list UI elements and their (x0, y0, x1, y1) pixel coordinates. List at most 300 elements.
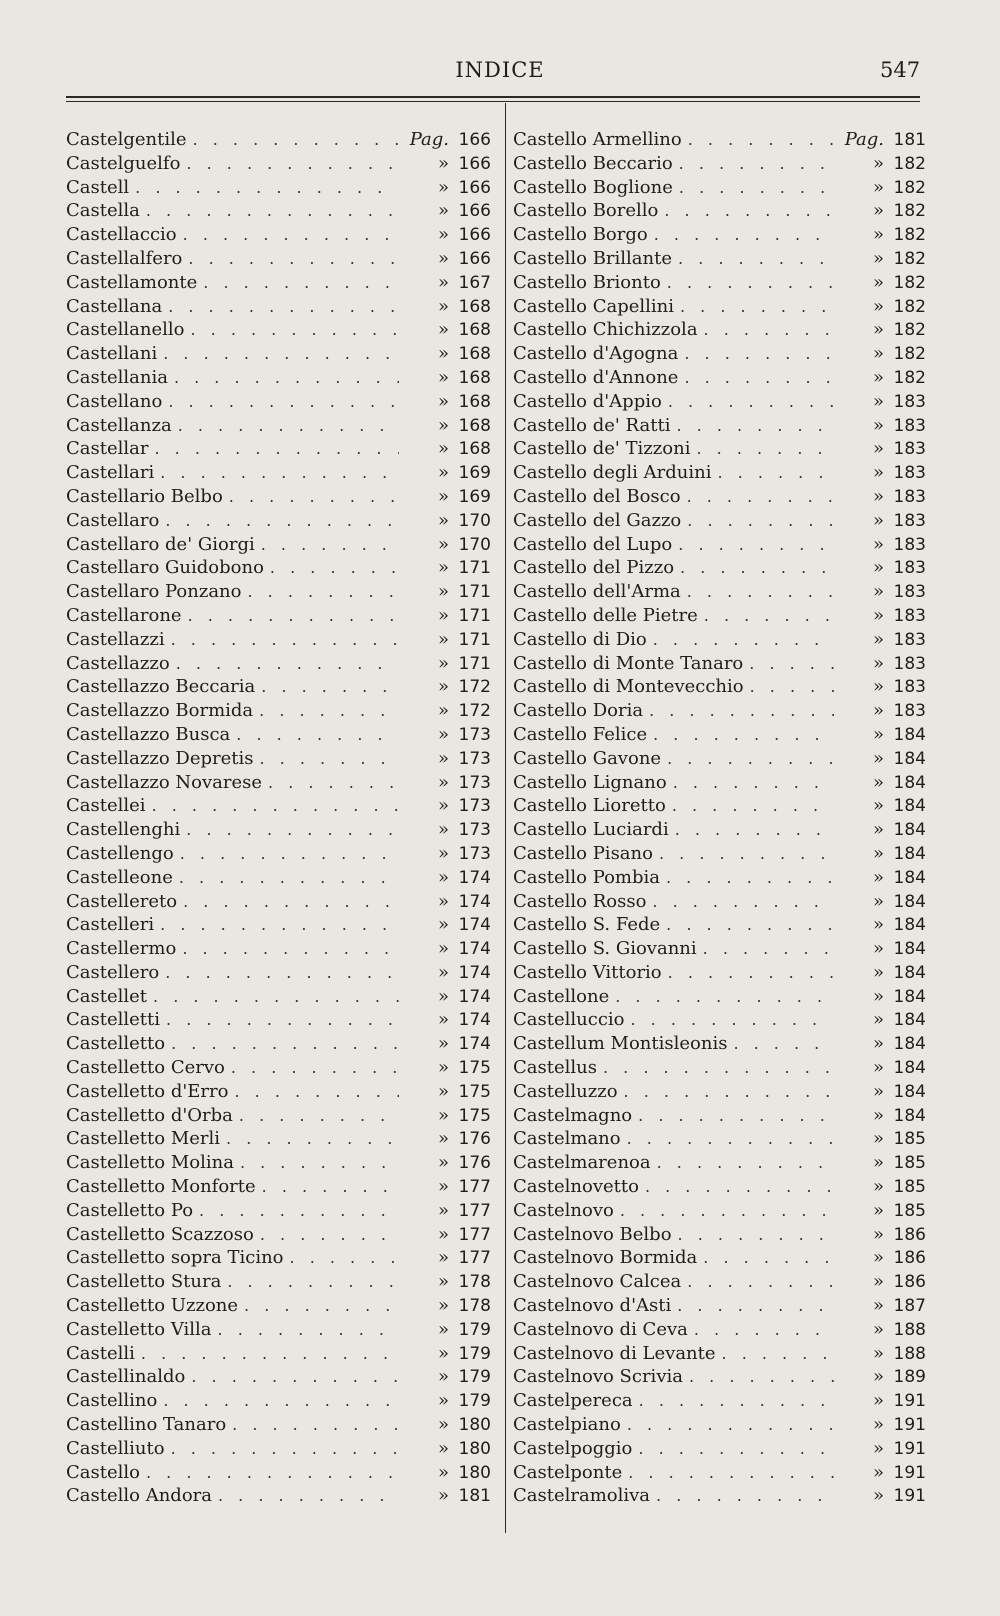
page-marker: » (437, 1414, 449, 1436)
entry-name: Castellazzi (66, 628, 165, 650)
entry-page-number: 166 (458, 201, 491, 222)
page-marker: » (872, 1461, 884, 1483)
entry-page-number: 182 (893, 272, 926, 293)
entry-name: Castello Pisano (513, 842, 653, 864)
entry-page-number: 177 (458, 1200, 491, 1221)
index-entry (513, 1104, 926, 1128)
entry-page-number: 168 (458, 296, 491, 317)
page-marker: » (872, 819, 884, 841)
entry-name: Castelletto d'Orba (66, 1104, 233, 1126)
dot-leader (688, 128, 834, 152)
entry-page-number: 174 (458, 1010, 491, 1031)
entry-page-number: 179 (458, 1343, 491, 1364)
entry-page-number: 168 (458, 391, 491, 412)
page-marker: » (437, 842, 449, 864)
entry-name: Castellazzo (66, 652, 170, 674)
entry-name: Castello Felice (513, 723, 648, 745)
entry-page-number: 168 (458, 320, 491, 341)
entry-page-number: 177 (458, 1177, 491, 1198)
entry-page-number: 180 (458, 1462, 491, 1483)
index-entry (513, 295, 926, 319)
index-entry (513, 842, 926, 866)
index-entry (66, 747, 491, 771)
entry-page-number: 174 (458, 962, 491, 983)
dot-leader (188, 604, 399, 628)
dot-leader (703, 937, 834, 961)
page-marker: » (437, 914, 449, 936)
page-marker: » (872, 581, 884, 603)
entry-name: Castelletto Villa (66, 1318, 212, 1340)
page-marker: » (437, 1485, 449, 1507)
index-entry (513, 1032, 926, 1056)
page-marker: » (437, 1437, 449, 1459)
entry-name: Castellenghi (66, 819, 181, 841)
entry-page-number: 184 (893, 748, 926, 769)
entry-page-number: 184 (893, 891, 926, 912)
dot-leader (234, 1080, 399, 1104)
entry-page-number: 167 (458, 272, 491, 293)
dot-leader (160, 913, 399, 937)
dot-leader (180, 842, 399, 866)
dot-leader (183, 890, 399, 914)
page-marker: » (872, 723, 884, 745)
entry-name: Castellaro (66, 509, 160, 531)
page-marker: » (437, 343, 449, 365)
page-marker: » (437, 771, 449, 793)
entry-page-number: 184 (893, 1058, 926, 1079)
index-entry (513, 390, 926, 414)
entry-name: Castellet (66, 985, 148, 1007)
entry-page-number: 168 (458, 439, 491, 460)
entry-name: Castelpoggio (513, 1437, 633, 1459)
index-entry (513, 1389, 926, 1413)
dot-leader (652, 890, 834, 914)
entry-name: Castelli (66, 1342, 135, 1364)
index-entry (66, 1127, 491, 1151)
entry-name: Castello de' Ratti (513, 414, 671, 436)
index-entry (66, 580, 491, 604)
dot-leader (668, 390, 834, 414)
entry-page-number: 173 (458, 820, 491, 841)
page-marker: » (437, 1176, 449, 1198)
entry-page-number: 183 (893, 510, 926, 531)
entry-page-number: 177 (458, 1248, 491, 1269)
entry-page-number: 166 (458, 153, 491, 174)
page-marker: » (437, 985, 449, 1007)
index-entry (513, 199, 926, 223)
entry-name: Castello d'Annone (513, 366, 679, 388)
entry-page-number: 174 (458, 891, 491, 912)
entry-name: Castello Lignano (513, 771, 667, 793)
page-marker: » (437, 1295, 449, 1317)
index-entry (66, 414, 491, 438)
index-entry (66, 913, 491, 937)
page-marker: » (872, 1390, 884, 1412)
entry-name: Castelletto Monforte (66, 1176, 256, 1198)
entry-name: Castellino Tanaro (66, 1414, 227, 1436)
index-entry (66, 1461, 491, 1485)
column-divider (505, 103, 506, 1533)
page-marker: » (872, 271, 884, 293)
dot-leader (141, 1342, 399, 1366)
index-entry (66, 961, 491, 985)
page-marker: » (872, 414, 884, 436)
dot-leader (270, 556, 399, 580)
page-marker: » (872, 985, 884, 1007)
entry-name: Castellino (66, 1390, 158, 1412)
entry-name: Castellania (66, 366, 168, 388)
dot-leader (178, 414, 399, 438)
dot-leader (259, 699, 399, 723)
page-marker: » (872, 914, 884, 936)
dot-leader (229, 485, 399, 509)
entry-page-number: 166 (458, 177, 491, 198)
dot-leader (163, 342, 399, 366)
dot-leader (653, 628, 834, 652)
entry-name: Castellaro Guidobono (66, 557, 264, 579)
dot-leader (666, 913, 834, 937)
dot-leader (684, 366, 834, 390)
dot-leader (199, 1199, 399, 1223)
dot-leader (673, 771, 834, 795)
entry-page-number: 173 (458, 748, 491, 769)
index-entry (513, 1080, 926, 1104)
dot-leader (176, 652, 399, 676)
dot-leader (239, 1104, 399, 1128)
entry-name: Castelletto d'Erro (66, 1080, 229, 1102)
index-entry (66, 771, 491, 795)
entry-page-number: 185 (893, 1129, 926, 1150)
dot-leader (659, 842, 834, 866)
entry-page-number: 182 (893, 320, 926, 341)
index-entry (513, 913, 926, 937)
index-entry (513, 1151, 926, 1175)
entry-page-number: 174 (458, 915, 491, 936)
index-entry (66, 199, 491, 223)
dot-leader (653, 723, 834, 747)
dot-leader (260, 1223, 399, 1247)
index-entry (513, 1365, 926, 1389)
entry-page-number: 191 (893, 1415, 926, 1436)
index-entry (513, 1270, 926, 1294)
entry-page-number: 183 (893, 463, 926, 484)
entry-name: Castellero (66, 961, 160, 983)
entry-name: Castellamonte (66, 271, 198, 293)
dot-leader (687, 580, 834, 604)
entry-page-number: 172 (458, 677, 491, 698)
page-marker: » (872, 676, 884, 698)
entry-name: Castellus (513, 1057, 597, 1079)
entry-page-number: 184 (893, 1081, 926, 1102)
index-entry (513, 1199, 926, 1223)
entry-name: Castello Vittorio (513, 961, 662, 983)
page-marker: » (437, 1009, 449, 1031)
index-entry (66, 842, 491, 866)
page-marker: » (872, 700, 884, 722)
page-marker: » (872, 343, 884, 365)
index-entry (66, 1318, 491, 1342)
dot-leader (687, 485, 834, 509)
entry-page-number: 186 (893, 1272, 926, 1293)
page-marker: » (437, 176, 449, 198)
entry-name: Castello Brionto (513, 271, 661, 293)
page-marker: » (872, 1247, 884, 1269)
dot-leader (684, 342, 834, 366)
page-title: INDICE (455, 58, 545, 82)
entry-name: Castelnovo Bormida (513, 1247, 698, 1269)
entry-page-number: 178 (458, 1296, 491, 1317)
entry-page-number: 174 (458, 867, 491, 888)
entry-name: Castellinaldo (66, 1366, 186, 1388)
entry-name: Castelmarenoa (513, 1152, 651, 1174)
index-entry (513, 152, 926, 176)
dot-leader (186, 152, 399, 176)
entry-page-number: 183 (893, 677, 926, 698)
dot-leader (668, 961, 834, 985)
dot-leader (620, 1199, 834, 1223)
page-marker: » (437, 1104, 449, 1126)
page-marker: Pag. (844, 129, 884, 150)
entry-name: Castelnovo Scrivia (513, 1366, 683, 1388)
entry-name: Castelletto (66, 1033, 166, 1055)
dot-leader (645, 1175, 834, 1199)
entry-page-number: 171 (458, 558, 491, 579)
page-marker: » (872, 1033, 884, 1055)
dot-leader (244, 1294, 399, 1318)
page-marker: » (872, 866, 884, 888)
index-entry (66, 699, 491, 723)
entry-page-number: 179 (458, 1391, 491, 1412)
index-entry (513, 176, 926, 200)
dot-leader (749, 652, 834, 676)
index-entry (66, 152, 491, 176)
entry-name: Castellengo (66, 842, 174, 864)
page-marker: » (437, 485, 449, 507)
dot-leader (290, 1246, 399, 1270)
entry-name: Castello Chichizzola (513, 319, 698, 341)
index-entry (66, 890, 491, 914)
entry-name: Castello Armellino (513, 129, 682, 150)
dot-leader (667, 271, 834, 295)
entry-page-number: 188 (893, 1319, 926, 1340)
index-entry (513, 128, 926, 152)
index-entry (66, 342, 491, 366)
index-entry (513, 1318, 926, 1342)
entry-name: Castello delle Pietre (513, 604, 698, 626)
entry-name: Castelpiano (513, 1414, 621, 1436)
index-entry (513, 1246, 926, 1270)
index-entry (513, 318, 926, 342)
page-marker: » (437, 652, 449, 674)
dot-leader (165, 961, 399, 985)
entry-name: Castello di Dio (513, 628, 647, 650)
entry-page-number: 174 (458, 986, 491, 1007)
index-entry (66, 295, 491, 319)
entry-name: Castello di Monte Tanaro (513, 652, 744, 674)
entry-name: Castelmagno (513, 1104, 633, 1126)
index-entry (66, 866, 491, 890)
entry-name: Castellei (66, 795, 146, 817)
page-marker: Pag. (409, 129, 449, 150)
page-marker: » (872, 1009, 884, 1031)
entry-page-number: 168 (458, 344, 491, 365)
entry-name: Castelliuto (66, 1437, 165, 1459)
index-entry (66, 366, 491, 390)
entry-name: Castelluccio (513, 1009, 625, 1031)
dot-leader (733, 1032, 834, 1056)
index-entry (513, 1484, 926, 1508)
entry-name: Castello degli Arduini (513, 462, 712, 484)
page-marker: » (872, 1152, 884, 1174)
entry-name: Castellarone (66, 604, 182, 626)
index-entry (513, 437, 926, 461)
dot-leader (696, 437, 834, 461)
dot-leader (627, 1127, 834, 1151)
entry-page-number: 173 (458, 724, 491, 745)
index-entry (66, 1223, 491, 1247)
index-entry (66, 1437, 491, 1461)
index-entry (513, 1294, 926, 1318)
entry-page-number: 191 (893, 1486, 926, 1507)
dot-leader (171, 628, 399, 652)
entry-name: Castellazzo Bormida (66, 700, 254, 722)
dot-leader (182, 937, 399, 961)
entry-page-number: 174 (458, 939, 491, 960)
page-marker: » (872, 295, 884, 317)
page-marker: » (437, 152, 449, 174)
page-marker: » (872, 152, 884, 174)
page-marker: » (437, 819, 449, 841)
dot-leader (240, 1151, 399, 1175)
dot-leader (168, 390, 399, 414)
index-entry (513, 675, 926, 699)
page-marker: » (437, 414, 449, 436)
entry-page-number: 184 (893, 820, 926, 841)
dot-leader (678, 533, 834, 557)
index-entry (513, 961, 926, 985)
entry-page-number: 174 (458, 1034, 491, 1055)
entry-name: Castelnovo Calcea (513, 1271, 682, 1293)
index-entry (513, 556, 926, 580)
entry-name: Castellereto (66, 890, 178, 912)
entry-page-number: 173 (458, 796, 491, 817)
page-marker: » (872, 1199, 884, 1221)
dot-leader (227, 1270, 399, 1294)
entry-page-number: 183 (893, 391, 926, 412)
entry-page-number: 185 (893, 1200, 926, 1221)
index-entry (513, 342, 926, 366)
dot-leader (146, 1461, 399, 1485)
entry-name: Castelletti (66, 1009, 161, 1031)
index-entry (513, 1008, 926, 1032)
page-marker: » (437, 795, 449, 817)
entry-name: Castellari (66, 462, 155, 484)
entry-page-number: 191 (893, 1391, 926, 1412)
entry-name: Castello del Pizzo (513, 557, 675, 579)
dot-leader (624, 1080, 834, 1104)
index-entry (66, 1413, 491, 1437)
entry-page-number: 183 (893, 701, 926, 722)
entry-name: Castelgentile (66, 129, 187, 150)
index-entry (66, 604, 491, 628)
header-rule-thin (66, 101, 920, 102)
entry-name: Castellalfero (66, 247, 183, 269)
dot-leader (171, 1437, 399, 1461)
index-entry (513, 985, 926, 1009)
dot-leader (146, 199, 399, 223)
entry-page-number: 166 (458, 248, 491, 269)
dot-leader (666, 866, 834, 890)
entry-page-number: 168 (458, 415, 491, 436)
entry-name: Castellazzo Busca (66, 723, 231, 745)
index-entry (66, 533, 491, 557)
index-entry (513, 723, 926, 747)
index-entry (513, 1437, 926, 1461)
entry-name: Castello del Bosco (513, 485, 681, 507)
entry-name: Castello S. Fede (513, 914, 661, 936)
entry-page-number: 182 (893, 367, 926, 388)
page-marker: » (872, 1366, 884, 1388)
dot-leader (680, 556, 834, 580)
index-entry (513, 1342, 926, 1366)
entry-name: Castello Lioretto (513, 795, 666, 817)
entry-name: Castelletto Cervo (66, 1057, 225, 1079)
page-marker: » (872, 938, 884, 960)
entry-page-number: 170 (458, 534, 491, 555)
entry-page-number: 184 (893, 772, 926, 793)
entry-name: Castello dell'Arma (513, 581, 681, 603)
entry-name: Castelletto Merli (66, 1128, 221, 1150)
page-marker: » (872, 1437, 884, 1459)
index-entry (513, 1175, 926, 1199)
page-marker: » (872, 1271, 884, 1293)
dot-leader (153, 985, 399, 1009)
entry-name: Castello Rosso (513, 890, 647, 912)
index-column-left (66, 128, 491, 1508)
index-entry (66, 176, 491, 200)
dot-leader (639, 1389, 834, 1413)
entry-name: Castelletto Stura (66, 1271, 222, 1293)
dot-leader (672, 794, 834, 818)
page-marker: » (872, 509, 884, 531)
entry-page-number: 171 (458, 605, 491, 626)
dot-leader (174, 366, 399, 390)
index-entry (66, 128, 491, 152)
dot-leader (664, 199, 834, 223)
entry-page-number: 185 (893, 1177, 926, 1198)
entry-page-number: 184 (893, 939, 926, 960)
entry-page-number: 173 (458, 843, 491, 864)
entry-name: Castello Boglione (513, 176, 673, 198)
page-marker: » (872, 438, 884, 460)
index-entry (66, 437, 491, 461)
index-entry (66, 556, 491, 580)
page-marker: » (872, 557, 884, 579)
entry-name: Castellermo (66, 938, 177, 960)
entry-page-number: 184 (893, 843, 926, 864)
entry-name: Castello Capellini (513, 295, 674, 317)
entry-name: Castellazzo Beccaria (66, 676, 256, 698)
entry-page-number: 184 (893, 724, 926, 745)
page-marker: » (872, 224, 884, 246)
entry-page-number: 185 (893, 1153, 926, 1174)
entry-name: Castelnovo (513, 1199, 614, 1221)
entry-name: Castellanza (66, 414, 172, 436)
entry-page-number: 169 (458, 463, 491, 484)
page-marker: » (437, 271, 449, 293)
dot-leader (231, 1056, 399, 1080)
index-entry (66, 223, 491, 247)
